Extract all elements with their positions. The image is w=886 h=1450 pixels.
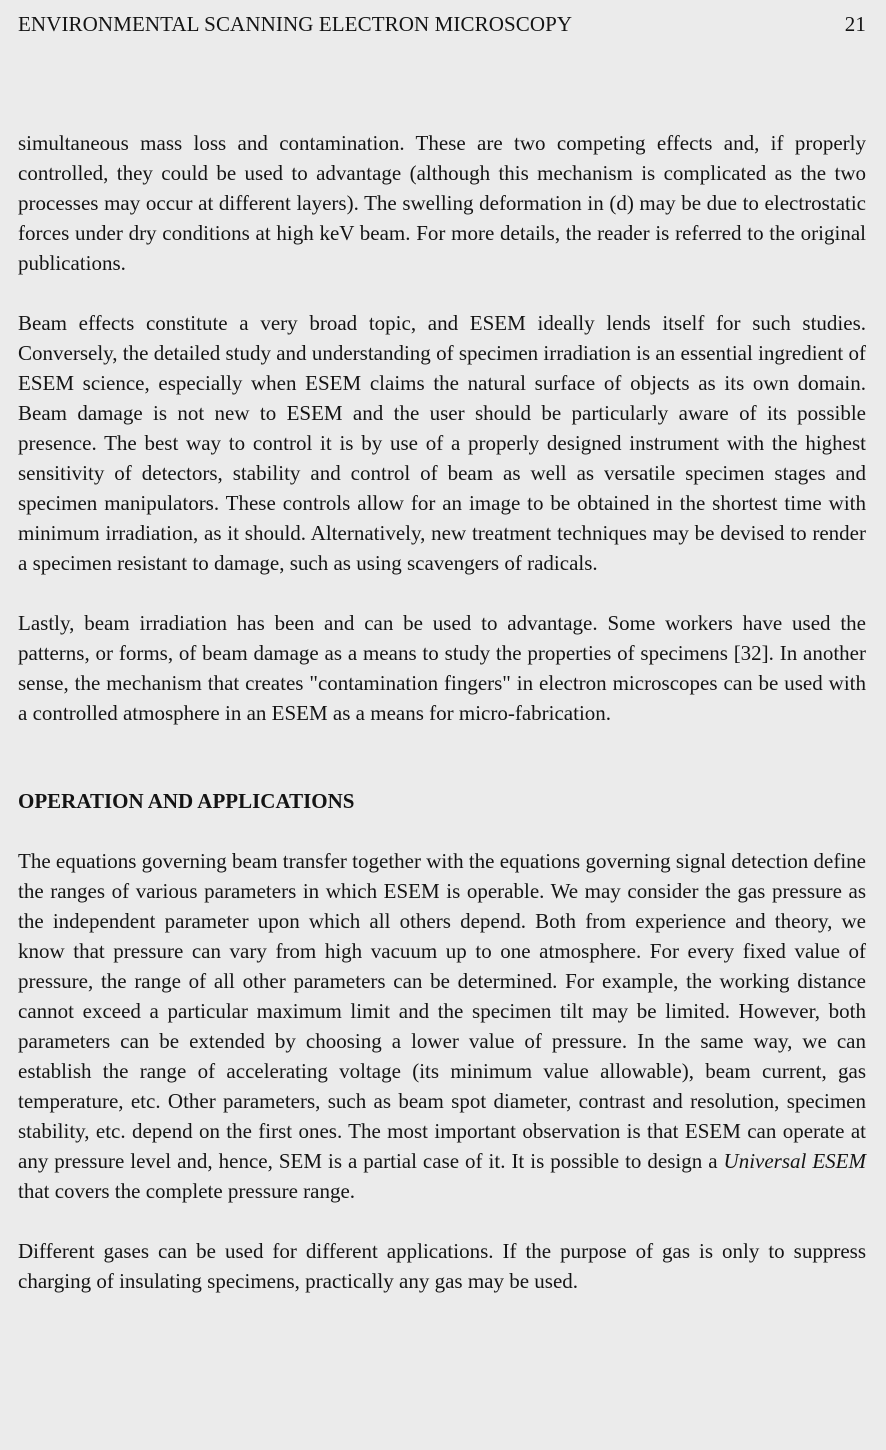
running-title: ENVIRONMENTAL SCANNING ELECTRON MICROSCOPY xyxy=(18,12,573,36)
paragraph-operation xyxy=(18,846,866,1206)
page-number: 21 xyxy=(844,12,866,36)
paragraph-beam-effects: Beam effects constitute a very broad topic, and ESEM ideally lends itself for such studies. Conversely, the detailed study and understanding of specimen irradiation is an essential ingredient of ESEM science, especially when ESEM claims the natural surface of objects as its own domain. Beam damage is not new to ESEM and the user should be particularly aware of its possible presence. The best way to control it is by use of a properly designed instrument with the highest sensitivity of detectors, stability and control of beam as well as versatile specimen stages and specimen manipulators. These controls allow for an image to be obtained in the shortest time with minimum irradiation, as it should. Alternatively, new treatment techniques may be devised to render a specimen resistant to damage, such as using scavengers of radicals. xyxy=(18,311,866,575)
paragraph-operation-text: The equations governing beam transfer together with the equations governing signal detection define the ranges of various parameters in which ESEM is operable. We may consider the gas pressure as the independent parameter upon which all others depend. Both from experience and theory, we know that pressure can vary from high vacuum up to one atmosphere. For every fixed value of pressure, the range of all other parameters can be determined. For example, the working distance cannot exceed a particular maximum limit and the specimen tilt may be limited. However, both parameters can be extended by choosing a lower value of pressure. In the same way, we can establish the range of accelerating voltage (its minimum value allowable), beam current, gas temperature, etc. Other parameters, such as beam spot diameter, contrast and resolution, specimen stability, etc. depend on the first ones. The most important observation is that ESEM can operate at any pressure level and, hence, SEM is a partial case of it. It is possible to design a xyxy=(18,849,866,1173)
paragraph-mass-loss: simultaneous mass loss and contamination. These are two competing effects and, if properly controlled, they could be used to advantage (although this mechanism is complicated as the two processes may occur at different layers). The swelling deformation in (d) may be due to electrostatic forces under dry conditions at high keV beam. For more details, the reader is referred to the original publications. xyxy=(18,131,866,275)
section-heading: OPERATION AND APPLICATIONS xyxy=(18,789,355,813)
running-header xyxy=(18,12,866,42)
paragraph-operation-end: that covers the complete pressure range. xyxy=(18,1179,356,1203)
paragraph-gases: Different gases can be used for different applications. If the purpose of gas is only to suppress charging of insulating specimens, practically any gas may be used. xyxy=(18,1239,866,1293)
paragraph-beam-irradiation: Lastly, beam irradiation has been and can be used to advantage. Some workers have used the patterns, or forms, of beam damage as a means to study the properties of specimens [32]. In another sense, the mechanism that creates "contamination fingers" in electron microscopes can be used with a controlled atmosphere in an ESEM as a means for micro-fabrication. xyxy=(18,611,866,725)
body-text xyxy=(18,128,866,1296)
universal-esem-term: Universal ESEM xyxy=(723,1149,866,1173)
